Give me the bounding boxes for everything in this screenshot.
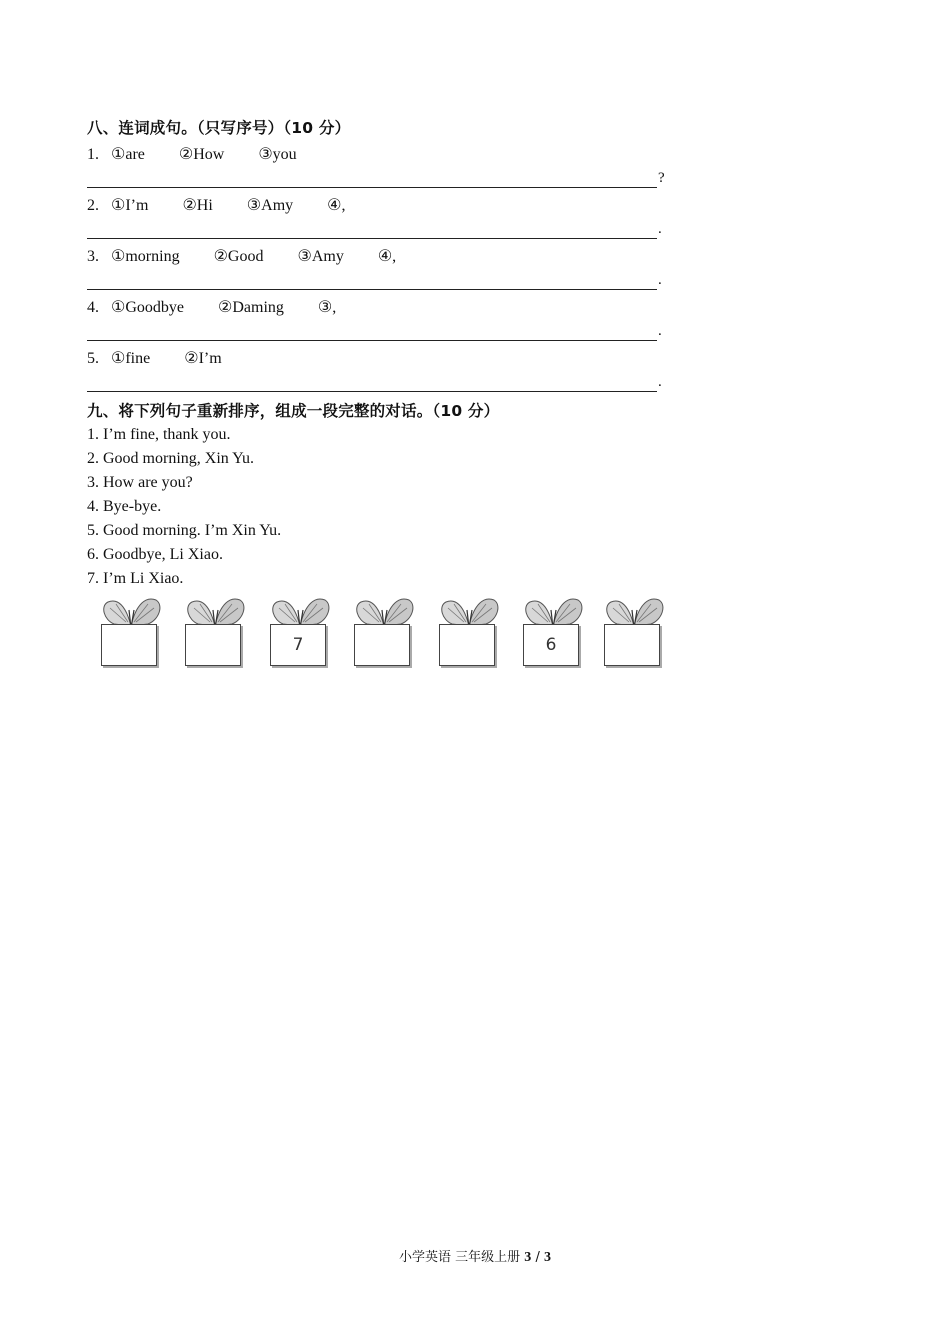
line-end-punctuation: . <box>658 221 662 237</box>
line-end-punctuation: ? <box>658 170 665 186</box>
word-option: ②Good <box>213 248 264 265</box>
question-number: 3. <box>87 248 99 265</box>
word-option: ③you <box>258 146 297 163</box>
word-option: ①fine <box>111 350 151 367</box>
card-number-box[interactable]: 6 <box>523 624 579 666</box>
line-end-punctuation: . <box>658 323 662 339</box>
section8-title: 八、连词成句。（只写序号）（10 分） <box>87 119 351 137</box>
card-number-box[interactable] <box>354 624 410 666</box>
footer-total-pages: 3 <box>543 1250 551 1265</box>
question-1 <box>87 144 327 164</box>
dialogue-sentence: 6. Goodbye, Li Xiao. <box>87 546 223 563</box>
answer-card[interactable] <box>180 596 250 670</box>
dialogue-sentence: 2. Good morning, Xin Yu. <box>87 450 254 467</box>
answer-line-4[interactable] <box>87 340 657 341</box>
word-option: ①Goodbye <box>111 299 184 316</box>
word-option: ①I’m <box>111 197 149 214</box>
answer-line-5[interactable] <box>87 391 657 392</box>
dialogue-sentence: 5. Good morning. I’m Xin Yu. <box>87 522 282 539</box>
section9-title: 九、将下列句子重新排序，组成一段完整的对话。（10 分） <box>87 402 500 420</box>
question-number: 4. <box>87 299 99 316</box>
word-option: ③, <box>317 299 337 316</box>
dialogue-sentence: 7. I’m Li Xiao. <box>87 570 184 587</box>
card-number-box[interactable]: 7 <box>270 624 326 666</box>
card-number-box[interactable] <box>101 624 157 666</box>
word-option: ④, <box>327 197 346 214</box>
footer-separator: / <box>535 1250 540 1265</box>
answer-line-2[interactable] <box>87 238 657 239</box>
card-number-box[interactable] <box>604 624 660 666</box>
word-option: ②How <box>178 146 225 163</box>
word-option: ③Amy <box>246 197 294 214</box>
dialogue-sentence: 1. I’m fine, thank you. <box>87 426 231 443</box>
question-5 <box>87 348 252 368</box>
dialogue-sentence: 3. How are you? <box>87 474 193 491</box>
page-footer <box>0 1246 950 1266</box>
line-end-punctuation: . <box>658 374 662 390</box>
answer-card[interactable] <box>265 596 335 670</box>
answer-card-row <box>96 596 668 670</box>
answer-card[interactable] <box>434 596 504 670</box>
card-number-box[interactable] <box>439 624 495 666</box>
question-number: 2. <box>87 197 99 214</box>
line-end-punctuation: . <box>658 272 662 288</box>
word-option: ②Daming <box>218 299 284 316</box>
word-option: ②I’m <box>184 350 222 367</box>
answer-card[interactable] <box>349 596 419 670</box>
dialogue-sentence: 4. Bye-bye. <box>87 498 162 515</box>
word-option: ②Hi <box>182 197 213 214</box>
question-4 <box>87 297 366 317</box>
word-option: ①morning <box>111 248 180 265</box>
question-3 <box>87 246 426 266</box>
question-2 <box>87 195 375 215</box>
answer-card[interactable] <box>96 596 166 670</box>
word-option: ①are <box>111 146 145 163</box>
question-number: 1. <box>87 146 99 163</box>
answer-card[interactable] <box>518 596 588 670</box>
answer-line-3[interactable] <box>87 289 657 290</box>
answer-line-1[interactable] <box>87 187 657 188</box>
footer-page-number: 3 <box>524 1250 532 1265</box>
answer-card[interactable] <box>599 596 669 670</box>
footer-subject: 小学英语 三年级上册 <box>399 1250 521 1265</box>
card-number-box[interactable] <box>185 624 241 666</box>
question-number: 5. <box>87 350 99 367</box>
word-option: ③Amy <box>297 248 344 265</box>
word-option: ④, <box>377 248 397 265</box>
